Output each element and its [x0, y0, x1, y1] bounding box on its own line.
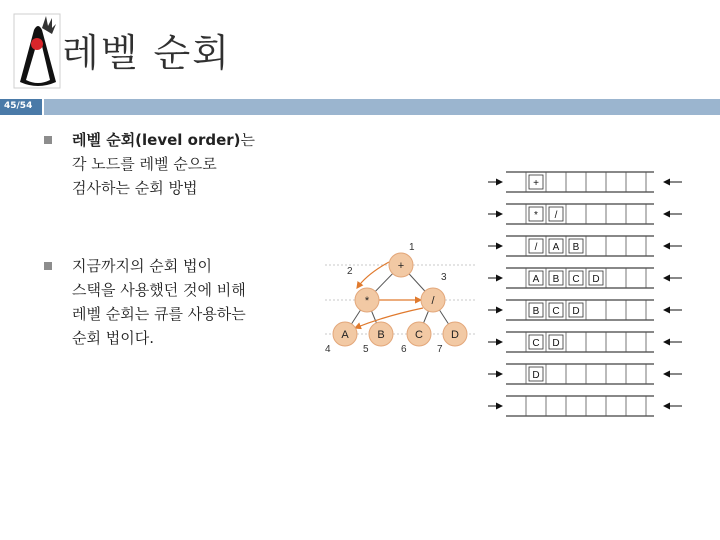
- tree-node-label-3: /: [431, 295, 435, 307]
- tree-node-label-2: *: [364, 295, 370, 307]
- queue-cell-label: /: [554, 210, 558, 221]
- queue-cell-label: C: [572, 274, 580, 285]
- queue-cell-label: A: [532, 274, 540, 285]
- bullet-marker-1: [44, 136, 52, 144]
- tree-order-label-5: 5: [363, 344, 369, 355]
- bullet-1-bold: 레벨 순회(level order): [72, 131, 241, 149]
- bullet-1-line-3: 검사하는 순회 방법: [72, 179, 198, 197]
- tree-order-label-4: 4: [325, 344, 331, 355]
- queue-cell-label: C: [552, 306, 560, 317]
- level-order-tree-diagram: [315, 238, 485, 363]
- tree-node-label-6: C: [415, 329, 423, 341]
- bullet-2-line-3: 레벨 순회는 큐를 사용하는: [72, 305, 246, 323]
- tree-node-label-1: +: [397, 260, 405, 272]
- tree-order-label-3: 3: [441, 272, 447, 283]
- bullet-marker-2: [44, 262, 52, 270]
- bullet-2-line-4: 순회 법이다.: [72, 329, 154, 347]
- queue-cell-label: C: [532, 338, 540, 349]
- queue-row: [488, 268, 682, 288]
- queue-cell-label: *: [534, 210, 538, 221]
- bullet-text-1: [72, 128, 255, 200]
- bullet-1-line-2: 각 노드를 레벨 순으로: [72, 155, 217, 173]
- bullet-1-line-1: 는: [240, 131, 256, 149]
- queue-cell-label: B: [532, 306, 540, 317]
- traversal-arrow-1-2: [357, 262, 389, 288]
- queue-cell-label: D: [552, 338, 560, 349]
- slide-title: 레벨 순회: [62, 31, 231, 75]
- queue-cell-label: B: [572, 242, 580, 253]
- queue-row: [488, 236, 682, 256]
- tree-node-label-5: B: [377, 329, 385, 341]
- tree-order-label-2: 2: [347, 266, 353, 277]
- queue-cell-label: D: [592, 274, 600, 285]
- queue-cell-label: D: [572, 306, 580, 317]
- queue-row: [488, 172, 682, 192]
- tree-node-label-7: D: [451, 329, 459, 341]
- queue-row: [488, 204, 682, 224]
- queue-cell-label: B: [552, 274, 560, 285]
- page-number: 45/54: [4, 101, 33, 111]
- tree-node-label-4: A: [341, 329, 349, 341]
- duke-logo-icon: [12, 10, 62, 90]
- queue-row: [488, 364, 682, 384]
- tree-order-label-1: 1: [409, 242, 415, 253]
- bullet-2-line-1: 지금까지의 순회 법이: [72, 257, 212, 275]
- queue-row: [488, 396, 682, 416]
- queue-cell-label: A: [552, 242, 560, 253]
- tree-order-label-7: 7: [437, 344, 443, 355]
- queue-row: [488, 300, 682, 320]
- queue-states-diagram: [486, 166, 686, 426]
- header-bar-right: [44, 99, 720, 115]
- bullet-text-2: [72, 254, 246, 350]
- bullet-2-line-2: 스택을 사용했던 것에 비해: [72, 281, 246, 299]
- queue-row: [488, 332, 682, 352]
- queue-cell-label: D: [532, 370, 540, 381]
- queue-cell-label: +: [533, 178, 539, 189]
- queue-cell-label: /: [534, 242, 538, 253]
- tree-order-label-6: 6: [401, 344, 407, 355]
